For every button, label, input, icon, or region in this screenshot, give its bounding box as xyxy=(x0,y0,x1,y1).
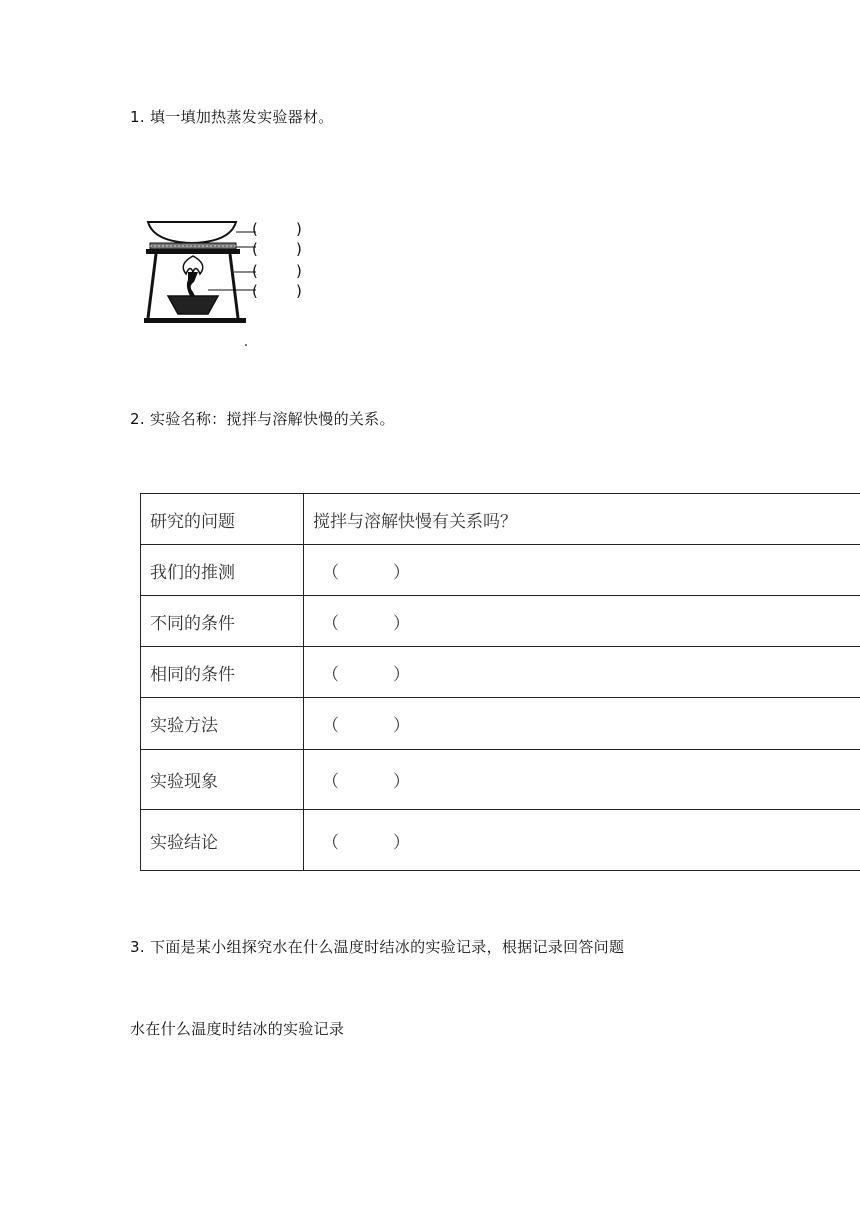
answer-blank[interactable]: （ ） xyxy=(304,810,860,871)
tripod-top xyxy=(146,249,240,254)
evaporation-apparatus-figure xyxy=(138,214,338,354)
row-label: 相同的条件 xyxy=(141,647,304,698)
table-row xyxy=(141,545,860,596)
row-label: 实验结论 xyxy=(141,810,304,871)
row-label: 我们的推测 xyxy=(141,545,304,596)
row-label: 不同的条件 xyxy=(141,596,304,647)
row-label: 实验现象 xyxy=(141,750,304,810)
row-label: 实验方法 xyxy=(141,698,304,750)
base-plate xyxy=(144,318,246,323)
tripod-leg xyxy=(148,254,156,318)
answer-blank[interactable]: （ ） xyxy=(304,596,860,647)
flame xyxy=(183,256,203,274)
evaporating-dish xyxy=(148,222,236,243)
table-row xyxy=(141,698,860,750)
alcohol-lamp xyxy=(168,296,218,314)
question-3-title: 3. 下面是某小组探究水在什么温度时结冰的实验记录，根据记录回答问题 xyxy=(130,938,625,956)
stray-dot xyxy=(245,344,247,346)
answer-blank[interactable]: （ ） xyxy=(304,750,860,810)
apparatus-blank-1[interactable]: ( ) xyxy=(252,220,302,238)
apparatus-blank-4[interactable]: ( ) xyxy=(252,282,302,300)
lamp-wick xyxy=(187,272,198,296)
answer-blank[interactable]: （ ） xyxy=(304,647,860,698)
question-2-title: 2. 实验名称：搅拌与溶解快慢的关系。 xyxy=(130,410,395,428)
experiment-record-table xyxy=(140,493,860,871)
table-row xyxy=(141,647,860,698)
table-row xyxy=(141,810,860,871)
answer-blank[interactable]: （ ） xyxy=(304,545,860,596)
record-subtitle: 水在什么温度时结冰的实验记录 xyxy=(130,1020,345,1038)
apparatus-blank-3[interactable]: ( ) xyxy=(252,262,302,280)
row-label: 研究的问题 xyxy=(141,494,304,545)
table-row xyxy=(141,596,860,647)
question-1-title: 1. 填一填加热蒸发实验器材。 xyxy=(130,108,334,126)
apparatus-blank-2[interactable]: ( ) xyxy=(252,240,302,258)
row-value: 搅拌与溶解快慢有关系吗？ xyxy=(304,494,860,545)
tripod-leg xyxy=(230,254,238,318)
table-row xyxy=(141,750,860,810)
evaporation-apparatus-drawing xyxy=(138,214,338,354)
table-row xyxy=(141,494,860,545)
answer-blank[interactable]: （ ） xyxy=(304,698,860,750)
